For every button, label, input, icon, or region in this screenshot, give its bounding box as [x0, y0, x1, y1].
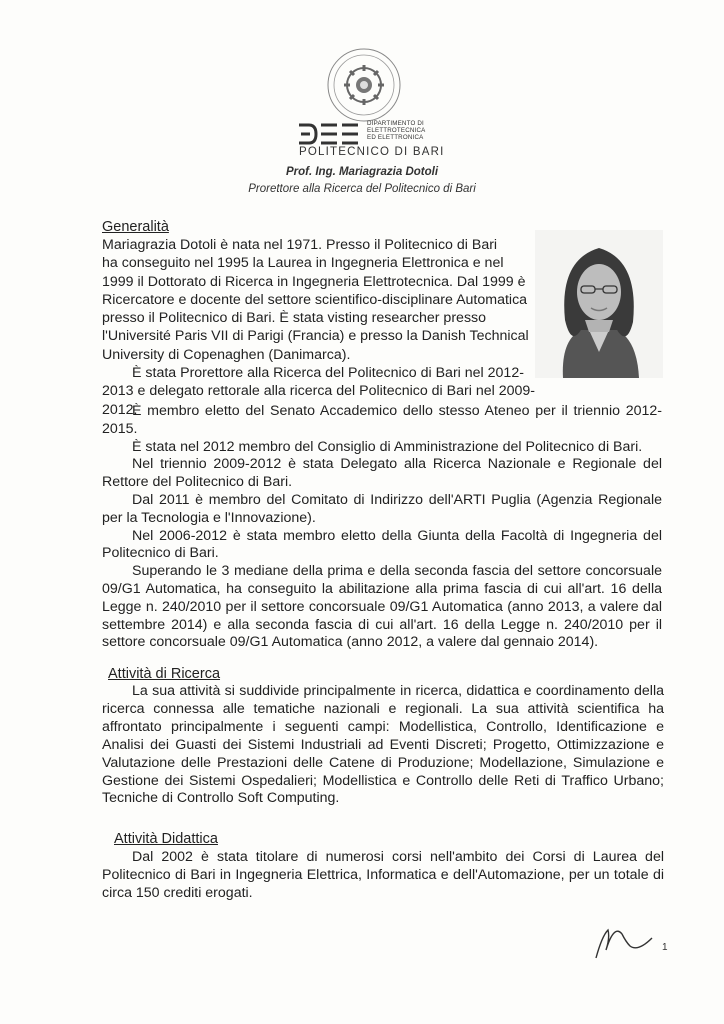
paragraph: È stata nel 2012 membro del Consiglio di Amministrazione del Politecnico di Bari. — [132, 438, 643, 455]
didattica-paragraph — [102, 848, 664, 902]
signature-mark — [594, 916, 654, 962]
paragraph: Nel 2006-2012 è stata membro eletto della Giunta della Facoltà di Ingegneria del Politecnico di Bari. — [102, 527, 662, 562]
text-line: ha conseguito nel 1995 la Laurea in Ingegneria Elettronica e nel — [102, 255, 504, 272]
department-name — [367, 120, 426, 142]
paragraph: Superando le 3 mediane della prima e della seconda fascia del settore concorsuale 09/G1 Automatica, ha conseguito la abilitazione alla prima fascia di cui all'art. 16 della Legge n. 240/2010 per il settore concorsuale 09/G1 Automatica (anno 2013, a valere dal settembre 2014) e alla seconda fascia di cui all'art. 16 della Legge n. 240/2010 per il settore concorsuale 09/G1 Automatica (anno 2012, a valere dal gennaio 2014). — [102, 563, 662, 651]
paragraph: Dal 2002 è stata titolare di numerosi corsi nell'ambito dei Corsi di Laurea del Politecnico di Bari in Ingegneria Elettrica, Informatica e dell'Automazione, per un totale di circa 150 crediti erogati. — [102, 849, 664, 901]
university-seal-icon — [326, 47, 402, 123]
generalita-paragraphs — [102, 403, 662, 652]
portrait-photo — [535, 230, 663, 378]
section-heading-generalita: Generalità — [102, 219, 169, 235]
ricerca-paragraph — [102, 683, 664, 808]
text-line: Ricercatore e docente del settore scientifico-disciplinare Automatica — [102, 291, 528, 308]
text-line: presso il Politecnico di Bari. È stata visting researcher presso — [102, 310, 487, 327]
text-line: 2012. — [102, 401, 138, 418]
generalita-intro — [102, 236, 535, 419]
department-logo — [297, 122, 467, 158]
dept-line-2: ELETTROTECNICA — [367, 127, 426, 135]
author-name: Prof. Ing. Mariagrazia Dotoli — [285, 166, 439, 178]
text-line: 2013 e delegato rettorale alla ricerca del Politecnico di Bari nel 2009- — [102, 383, 535, 400]
dept-line-1: DIPARTIMENTO DI — [367, 120, 424, 127]
text-line: Mariagrazia Dotoli è nata nel 1971. Presso il Politecnico di Bari — [102, 237, 498, 253]
section-heading-didattica: Attività Didattica — [114, 831, 218, 847]
paragraph: La sua attività si suddivide principalmente in ricerca, didattica e coordinamento della ricerca connessa alle tematiche nazionali e regionali. La sua attività scientifica ha affrontato principalmente i seguenti campi: Modellistica, Controllo, Identificazione e Analisi dei Guasti dei Sistemi Industriali ad Eventi Discreti; Progetto, Ottimizzazione e Valutazione delle Prestazioni delle Catene di Produzione; Modellazione, Simulazione e Gestione dei Sistemi Ospedalieri; Modellistica e Controllo delle Reti di Traffico Urbano; Tecniche di Controllo Soft Computing. — [102, 683, 664, 807]
dee-logo-icon — [297, 122, 359, 146]
text-line: È stata Prorettore alla Ricerca del Politecnico di Bari nel 2012- — [132, 365, 524, 382]
section-heading-ricerca: Attività di Ricerca — [108, 666, 221, 682]
paragraph: Nel triennio 2009-2012 è stata Delegato alla Ricerca Nazionale e Regionale del Rettore del Politecnico di Bari. — [102, 456, 662, 491]
author-role: Prorettore alla Ricerca del Politecnico di Bari — [248, 183, 476, 195]
text-line: 1999 il Dottorato di Ricerca in Ingegneria Elettrotecnica. Dal 1999 è — [102, 273, 526, 290]
text-line: University di Copenaghen (Danimarca). — [102, 346, 351, 363]
paragraph: Dal 2011 è membro del Comitato di Indirizzo dell'ARTI Puglia (Agenzia Regionale per la Tecnologia e l'Innovazione). — [102, 491, 662, 526]
text-line: l'Université Paris VII di Parigi (Francia) e presso la Danish Technical — [102, 328, 529, 345]
page-number: 1 — [662, 942, 668, 953]
institution-name: POLITECNICO DI BARI — [299, 146, 445, 158]
paragraph: È membro eletto del Senato Accademico dello stesso Ateneo per il triennio 2012-2015. — [102, 403, 662, 437]
dept-line-3: ED ELETTRONICA — [367, 134, 424, 142]
